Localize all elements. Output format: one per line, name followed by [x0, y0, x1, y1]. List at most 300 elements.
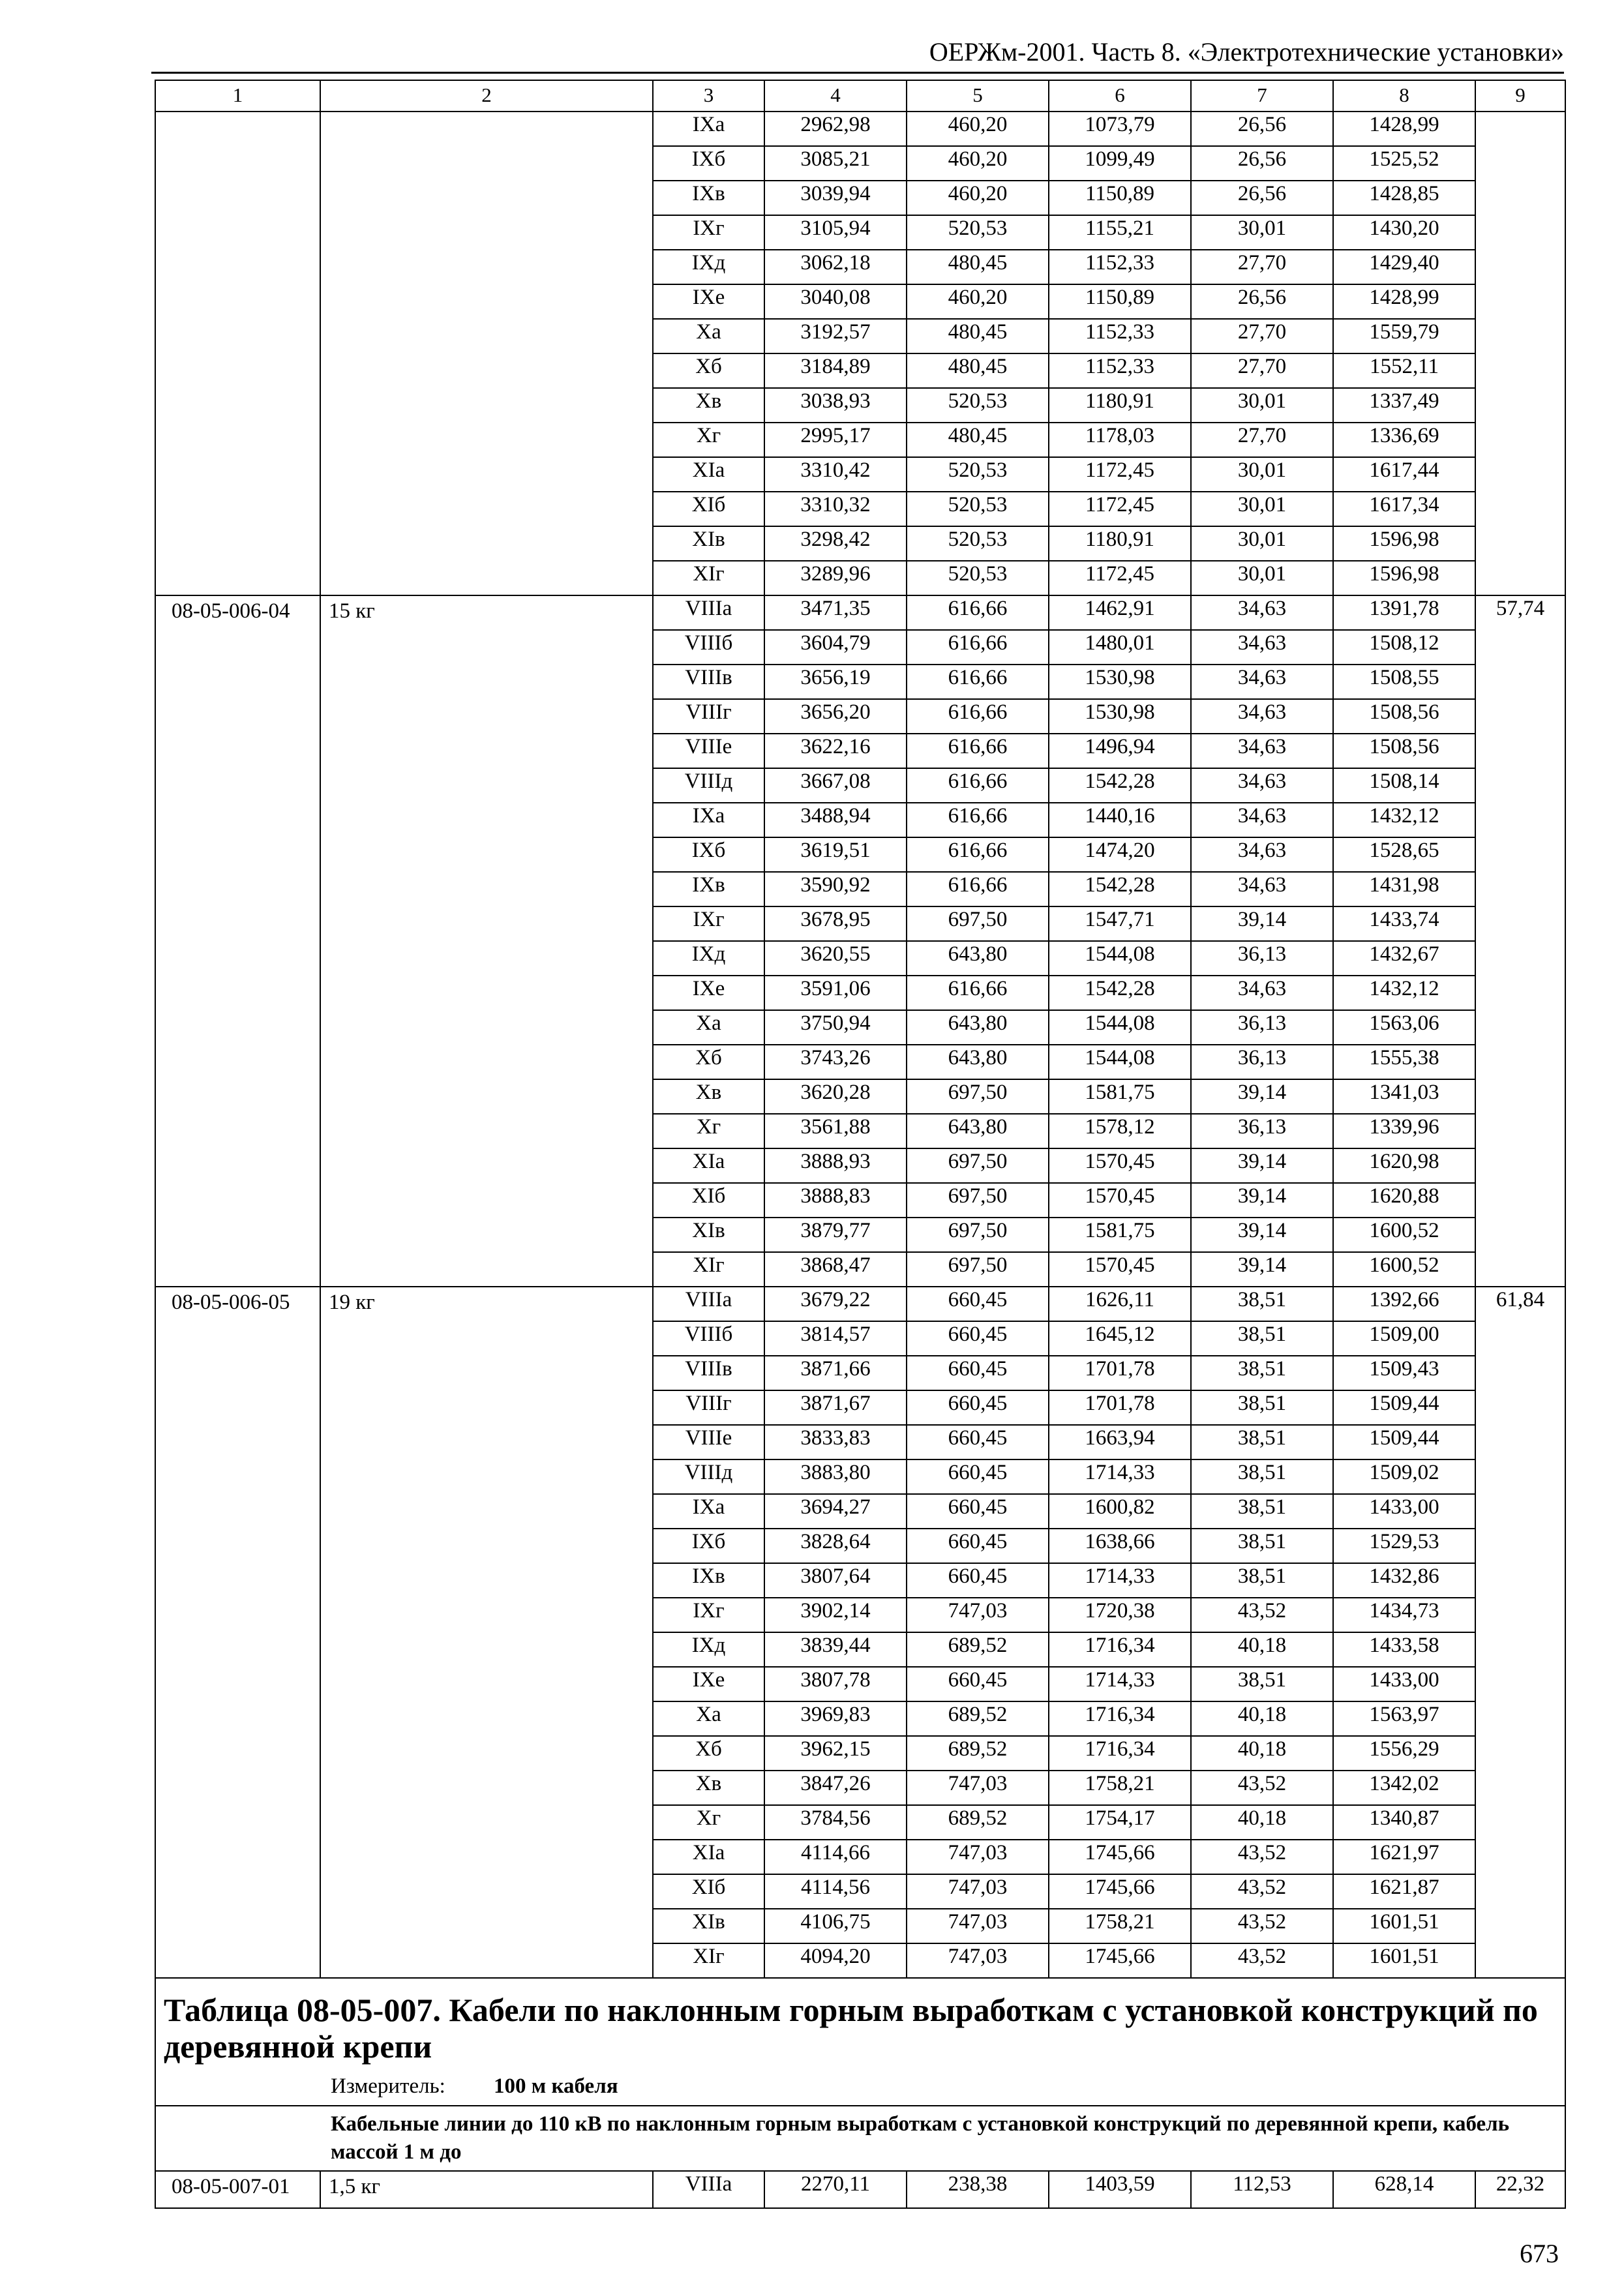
value-cell: 616,66 [907, 803, 1049, 837]
value-cell: 3847,26 [764, 1771, 907, 1805]
zone-cell: XIа [653, 457, 764, 492]
zone-cell: Xг [653, 423, 764, 457]
value-cell: 4094,20 [764, 1943, 907, 1978]
value-cell: 1645,12 [1049, 1321, 1191, 1356]
value-cell: 30,01 [1191, 215, 1333, 250]
value-cell: 747,03 [907, 1598, 1049, 1632]
value-cell: 1429,40 [1333, 250, 1475, 284]
zone-cell: VIIIг [653, 1390, 764, 1425]
value-cell: 1152,33 [1049, 319, 1191, 353]
zone-cell: XIв [653, 1218, 764, 1252]
value-cell: 3962,15 [764, 1736, 907, 1771]
value-cell: 3828,64 [764, 1529, 907, 1563]
value-cell: 1714,33 [1049, 1459, 1191, 1494]
value-cell: 1542,28 [1049, 768, 1191, 803]
zone-cell: Xв [653, 388, 764, 423]
value-cell: 1337,49 [1333, 388, 1475, 423]
value-cell: 1529,53 [1333, 1529, 1475, 1563]
value-cell: 3888,83 [764, 1183, 907, 1218]
value-cell: 3620,28 [764, 1079, 907, 1114]
value-cell: 38,51 [1191, 1529, 1333, 1563]
section-cell [155, 2106, 1565, 2171]
value-cell: 1432,12 [1333, 976, 1475, 1010]
value-cell: 1621,97 [1333, 1840, 1475, 1874]
value-cell: 3678,95 [764, 906, 907, 941]
value-cell: 30,01 [1191, 457, 1333, 492]
value-cell: 1152,33 [1049, 353, 1191, 388]
value-cell: 3184,89 [764, 353, 907, 388]
value-cell: 40,18 [1191, 1632, 1333, 1667]
value-cell: 38,51 [1191, 1425, 1333, 1459]
zone-cell: VIIIд [653, 768, 764, 803]
value-cell: 1528,65 [1333, 837, 1475, 872]
value-cell: 36,13 [1191, 941, 1333, 976]
rate-code: 08-05-006-04 [155, 595, 320, 1287]
value-cell: 460,20 [907, 146, 1049, 181]
value-cell: 1559,79 [1333, 319, 1475, 353]
column-number: 8 [1333, 80, 1475, 112]
value-cell: 480,45 [907, 250, 1049, 284]
zone-cell: VIIIв [653, 1356, 764, 1390]
value-cell: 3868,47 [764, 1252, 907, 1287]
value-cell: 3902,14 [764, 1598, 907, 1632]
zone-cell: VIIIе [653, 734, 764, 768]
value-cell: 689,52 [907, 1805, 1049, 1840]
value-cell: 697,50 [907, 1183, 1049, 1218]
value-cell: 660,45 [907, 1563, 1049, 1598]
table-row [155, 112, 1565, 146]
value-cell: 4106,75 [764, 1909, 907, 1943]
zone-cell: VIIIа [653, 595, 764, 630]
value-cell: 1663,94 [1049, 1425, 1191, 1459]
header-divider [151, 72, 1564, 74]
page-number: 673 [1520, 2239, 1559, 2268]
value-cell: 643,80 [907, 1114, 1049, 1148]
value-cell: 3591,06 [764, 976, 907, 1010]
value-cell: 1720,38 [1049, 1598, 1191, 1632]
zone-cell: XIа [653, 1840, 764, 1874]
value-cell: 112,53 [1191, 2171, 1333, 2208]
value-cell: 2995,17 [764, 423, 907, 457]
value-cell: 3471,35 [764, 595, 907, 630]
value-cell: 1508,55 [1333, 665, 1475, 699]
value-cell: 34,63 [1191, 768, 1333, 803]
value-cell: 3488,94 [764, 803, 907, 837]
zone-cell: VIIIб [653, 630, 764, 665]
value-cell: 480,45 [907, 423, 1049, 457]
value-cell: 27,70 [1191, 353, 1333, 388]
value-cell: 1758,21 [1049, 1771, 1191, 1805]
value-cell: 1392,66 [1333, 1287, 1475, 1321]
value-cell: 1758,21 [1049, 1909, 1191, 1943]
value-cell: 460,20 [907, 181, 1049, 215]
value-cell: 697,50 [907, 1252, 1049, 1287]
zone-cell: IXв [653, 1563, 764, 1598]
value-cell: 1433,00 [1333, 1667, 1475, 1701]
value-cell: 1530,98 [1049, 665, 1191, 699]
value-cell: 616,66 [907, 734, 1049, 768]
value-cell: 43,52 [1191, 1943, 1333, 1978]
value-cell: 4114,56 [764, 1874, 907, 1909]
value-cell: 1530,98 [1049, 699, 1191, 734]
value-cell: 3807,64 [764, 1563, 907, 1598]
zone-cell: IXд [653, 941, 764, 976]
value-cell: 27,70 [1191, 423, 1333, 457]
zone-cell: IXд [653, 1632, 764, 1667]
value-cell: 1172,45 [1049, 492, 1191, 526]
value-cell: 1600,52 [1333, 1218, 1475, 1252]
value-cell: 3871,67 [764, 1390, 907, 1425]
value-cell: 616,66 [907, 837, 1049, 872]
value-cell: 34,63 [1191, 803, 1333, 837]
value-cell: 3807,78 [764, 1667, 907, 1701]
value-cell: 616,66 [907, 976, 1049, 1010]
column-number: 9 [1475, 80, 1565, 112]
value-cell: 2962,98 [764, 112, 907, 146]
value-cell: 3879,77 [764, 1218, 907, 1252]
value-cell: 1620,88 [1333, 1183, 1475, 1218]
zone-cell: IXд [653, 250, 764, 284]
value-cell: 43,52 [1191, 1771, 1333, 1805]
value-cell: 39,14 [1191, 1183, 1333, 1218]
value-cell: 1509,02 [1333, 1459, 1475, 1494]
value-cell: 747,03 [907, 1943, 1049, 1978]
value-cell: 660,45 [907, 1356, 1049, 1390]
value-cell: 1342,02 [1333, 1771, 1475, 1805]
value-cell: 643,80 [907, 1010, 1049, 1045]
value-cell: 1745,66 [1049, 1874, 1191, 1909]
value-cell: 616,66 [907, 665, 1049, 699]
value-cell: 1099,49 [1049, 146, 1191, 181]
value-cell: 30,01 [1191, 492, 1333, 526]
value-cell: 43,52 [1191, 1840, 1333, 1874]
value-cell: 26,56 [1191, 112, 1333, 146]
column-number: 1 [155, 80, 320, 112]
value-cell: 38,51 [1191, 1390, 1333, 1425]
value-cell: 1496,94 [1049, 734, 1191, 768]
value-cell: 3656,19 [764, 665, 907, 699]
value-cell: 747,03 [907, 1840, 1049, 1874]
value-cell: 3743,26 [764, 1045, 907, 1079]
value-cell: 238,38 [907, 2171, 1049, 2208]
value-cell: 1433,74 [1333, 906, 1475, 941]
value-cell: 38,51 [1191, 1563, 1333, 1598]
value-cell: 1178,03 [1049, 423, 1191, 457]
value-cell: 3694,27 [764, 1494, 907, 1529]
value-cell: 1155,21 [1049, 215, 1191, 250]
value-cell: 520,53 [907, 492, 1049, 526]
zone-cell: VIIIе [653, 1425, 764, 1459]
value-cell: 34,63 [1191, 595, 1333, 630]
table-row [155, 1287, 1565, 1321]
value-cell: 697,50 [907, 1218, 1049, 1252]
zone-cell: Xг [653, 1805, 764, 1840]
value-cell: 1714,33 [1049, 1563, 1191, 1598]
value-cell: 39,14 [1191, 1148, 1333, 1183]
value-cell: 3192,57 [764, 319, 907, 353]
zone-cell: Xа [653, 1010, 764, 1045]
zone-cell: Xб [653, 1045, 764, 1079]
value-cell: 3590,92 [764, 872, 907, 906]
value-cell: 3667,08 [764, 768, 907, 803]
value-cell: 3039,94 [764, 181, 907, 215]
value-cell: 660,45 [907, 1390, 1049, 1425]
zone-cell: Xг [653, 1114, 764, 1148]
value-cell: 1745,66 [1049, 1840, 1191, 1874]
value-cell: 1508,56 [1333, 734, 1475, 768]
rate-name: 15 кг [320, 595, 653, 1287]
value-cell: 1716,34 [1049, 1736, 1191, 1771]
value-cell: 1544,08 [1049, 1010, 1191, 1045]
value-cell: 3310,42 [764, 457, 907, 492]
zone-cell: XIб [653, 1874, 764, 1909]
value-cell: 3679,22 [764, 1287, 907, 1321]
value-cell: 1440,16 [1049, 803, 1191, 837]
value-cell: 1509,44 [1333, 1390, 1475, 1425]
rate-name [320, 112, 653, 595]
value-cell: 3969,83 [764, 1701, 907, 1736]
value-cell: 34,63 [1191, 872, 1333, 906]
value-cell: 1508,56 [1333, 699, 1475, 734]
zone-cell: IXг [653, 906, 764, 941]
value-cell: 1601,51 [1333, 1943, 1475, 1978]
zone-cell: IXе [653, 976, 764, 1010]
value-cell: 628,14 [1333, 2171, 1475, 2208]
zone-cell: IXв [653, 872, 764, 906]
value-cell: 1341,03 [1333, 1079, 1475, 1114]
value-cell: 22,32 [1475, 2171, 1565, 2208]
zone-cell: IXб [653, 837, 764, 872]
value-cell: 3833,83 [764, 1425, 907, 1459]
value-cell: 34,63 [1191, 837, 1333, 872]
rate-last-value: 61,84 [1475, 1287, 1565, 1978]
value-cell: 39,14 [1191, 906, 1333, 941]
value-cell: 1547,71 [1049, 906, 1191, 941]
table-title-row [155, 1978, 1565, 2106]
value-cell: 1431,98 [1333, 872, 1475, 906]
value-cell: 3298,42 [764, 526, 907, 561]
value-cell: 616,66 [907, 768, 1049, 803]
value-cell: 1391,78 [1333, 595, 1475, 630]
value-cell: 747,03 [907, 1909, 1049, 1943]
zone-cell: IXа [653, 112, 764, 146]
value-cell: 1620,98 [1333, 1148, 1475, 1183]
value-cell: 643,80 [907, 941, 1049, 976]
value-cell: 3085,21 [764, 146, 907, 181]
value-cell: 1509,44 [1333, 1425, 1475, 1459]
column-number: 7 [1191, 80, 1333, 112]
value-cell: 660,45 [907, 1459, 1049, 1494]
value-cell: 1430,20 [1333, 215, 1475, 250]
value-cell: 1509,00 [1333, 1321, 1475, 1356]
zone-cell: IXе [653, 284, 764, 319]
zone-cell: Xа [653, 1701, 764, 1736]
value-cell: 660,45 [907, 1321, 1049, 1356]
value-cell: 660,45 [907, 1425, 1049, 1459]
value-cell: 1432,12 [1333, 803, 1475, 837]
value-cell: 697,50 [907, 1148, 1049, 1183]
value-cell: 747,03 [907, 1874, 1049, 1909]
value-cell: 27,70 [1191, 319, 1333, 353]
value-cell: 27,70 [1191, 250, 1333, 284]
value-cell: 1570,45 [1049, 1148, 1191, 1183]
zone-cell: IXв [653, 181, 764, 215]
value-cell: 3814,57 [764, 1321, 907, 1356]
value-cell: 1638,66 [1049, 1529, 1191, 1563]
value-cell: 480,45 [907, 353, 1049, 388]
measure-value: 100 м кабеля [494, 2074, 618, 2098]
value-cell: 697,50 [907, 1079, 1049, 1114]
value-cell: 30,01 [1191, 388, 1333, 423]
zone-cell: IXа [653, 803, 764, 837]
value-cell: 3289,96 [764, 561, 907, 595]
value-cell: 38,51 [1191, 1287, 1333, 1321]
value-cell: 643,80 [907, 1045, 1049, 1079]
value-cell: 1621,87 [1333, 1874, 1475, 1909]
value-cell: 480,45 [907, 319, 1049, 353]
value-cell: 36,13 [1191, 1114, 1333, 1148]
rate-code: 08-05-006-05 [155, 1287, 320, 1978]
zone-cell: XIв [653, 1909, 764, 1943]
value-cell: 43,52 [1191, 1909, 1333, 1943]
value-cell: 1508,14 [1333, 768, 1475, 803]
value-cell: 1433,00 [1333, 1494, 1475, 1529]
column-number-row [155, 80, 1565, 112]
value-cell: 1556,29 [1333, 1736, 1475, 1771]
value-cell: 460,20 [907, 112, 1049, 146]
value-cell: 30,01 [1191, 526, 1333, 561]
value-cell: 1555,38 [1333, 1045, 1475, 1079]
zone-cell: Xа [653, 319, 764, 353]
column-number: 2 [320, 80, 653, 112]
column-number: 3 [653, 80, 764, 112]
value-cell: 1462,91 [1049, 595, 1191, 630]
table-title: Таблица 08-05-007. Кабели по наклонным горным выработкам с установкой конструкций по деревянной крепи [164, 1992, 1538, 2065]
value-cell: 747,03 [907, 1771, 1049, 1805]
value-cell: 1336,69 [1333, 423, 1475, 457]
value-cell: 1570,45 [1049, 1183, 1191, 1218]
value-cell: 1552,11 [1333, 353, 1475, 388]
value-cell: 520,53 [907, 526, 1049, 561]
value-cell: 39,14 [1191, 1252, 1333, 1287]
rate-name: 19 кг [320, 1287, 653, 1978]
value-cell: 38,51 [1191, 1356, 1333, 1390]
value-cell: 43,52 [1191, 1598, 1333, 1632]
value-cell: 1428,99 [1333, 284, 1475, 319]
value-cell: 1432,67 [1333, 941, 1475, 976]
value-cell: 1563,06 [1333, 1010, 1475, 1045]
zone-cell: Xб [653, 1736, 764, 1771]
zone-cell: VIIIг [653, 699, 764, 734]
value-cell: 1600,82 [1049, 1494, 1191, 1529]
value-cell: 1596,98 [1333, 526, 1475, 561]
rate-code: 08-05-007-01 [155, 2171, 320, 2208]
section-text: Кабельные линии до 110 кВ по наклонным горным выработкам с установкой конструкций по деревянной крепи, кабель массой 1 м до [331, 2112, 1510, 2164]
value-cell: 3105,94 [764, 215, 907, 250]
zone-cell: XIг [653, 561, 764, 595]
table-row [155, 595, 1565, 630]
value-cell: 616,66 [907, 630, 1049, 665]
value-cell: 3619,51 [764, 837, 907, 872]
zone-cell: VIIIб [653, 1321, 764, 1356]
value-cell: 34,63 [1191, 976, 1333, 1010]
zone-cell: Xв [653, 1079, 764, 1114]
value-cell: 43,52 [1191, 1874, 1333, 1909]
value-cell: 616,66 [907, 872, 1049, 906]
value-cell: 3888,93 [764, 1148, 907, 1183]
zone-cell: IXе [653, 1667, 764, 1701]
value-cell: 1508,12 [1333, 630, 1475, 665]
value-cell: 1578,12 [1049, 1114, 1191, 1148]
value-cell: 616,66 [907, 699, 1049, 734]
value-cell: 1525,52 [1333, 146, 1475, 181]
page-header-title: ОЕРЖм-2001. Часть 8. «Электротехнические установки» [929, 37, 1564, 67]
zone-cell: Xб [653, 353, 764, 388]
value-cell: 1701,78 [1049, 1390, 1191, 1425]
value-cell: 1434,73 [1333, 1598, 1475, 1632]
value-cell: 660,45 [907, 1529, 1049, 1563]
value-cell: 660,45 [907, 1287, 1049, 1321]
rate-last-value: 57,74 [1475, 595, 1565, 1287]
zone-cell: VIIIд [653, 1459, 764, 1494]
value-cell: 1152,33 [1049, 250, 1191, 284]
value-cell: 1745,66 [1049, 1943, 1191, 1978]
value-cell: 1428,85 [1333, 181, 1475, 215]
column-number: 6 [1049, 80, 1191, 112]
value-cell: 1754,17 [1049, 1805, 1191, 1840]
value-cell: 3310,32 [764, 492, 907, 526]
value-cell: 520,53 [907, 388, 1049, 423]
value-cell: 38,51 [1191, 1459, 1333, 1494]
value-cell: 3038,93 [764, 388, 907, 423]
value-cell: 3622,16 [764, 734, 907, 768]
value-cell: 1480,01 [1049, 630, 1191, 665]
value-cell: 38,51 [1191, 1667, 1333, 1701]
column-number: 4 [764, 80, 907, 112]
value-cell: 1542,28 [1049, 872, 1191, 906]
section-row [155, 2106, 1565, 2171]
value-cell: 1073,79 [1049, 112, 1191, 146]
value-cell: 3871,66 [764, 1356, 907, 1390]
value-cell: 40,18 [1191, 1701, 1333, 1736]
zone-cell: IXг [653, 215, 764, 250]
value-cell: 1339,96 [1333, 1114, 1475, 1148]
value-cell: 26,56 [1191, 146, 1333, 181]
value-cell: 3620,55 [764, 941, 907, 976]
value-cell: 460,20 [907, 284, 1049, 319]
zone-cell: Xв [653, 1771, 764, 1805]
zone-cell: XIб [653, 1183, 764, 1218]
value-cell: 1716,34 [1049, 1632, 1191, 1667]
value-cell: 36,13 [1191, 1045, 1333, 1079]
value-cell: 34,63 [1191, 734, 1333, 768]
value-cell: 1626,11 [1049, 1287, 1191, 1321]
value-cell: 616,66 [907, 595, 1049, 630]
column-number: 5 [907, 80, 1049, 112]
zone-cell: IXб [653, 1529, 764, 1563]
value-cell: 1180,91 [1049, 526, 1191, 561]
value-cell: 3062,18 [764, 250, 907, 284]
value-cell: 40,18 [1191, 1736, 1333, 1771]
value-cell: 1180,91 [1049, 388, 1191, 423]
table-title-cell [155, 1978, 1565, 2106]
zone-cell: XIг [653, 1943, 764, 1978]
value-cell: 1172,45 [1049, 561, 1191, 595]
value-cell: 3040,08 [764, 284, 907, 319]
rate-code [155, 112, 320, 595]
value-cell: 520,53 [907, 561, 1049, 595]
rate-last-value [1475, 112, 1565, 595]
